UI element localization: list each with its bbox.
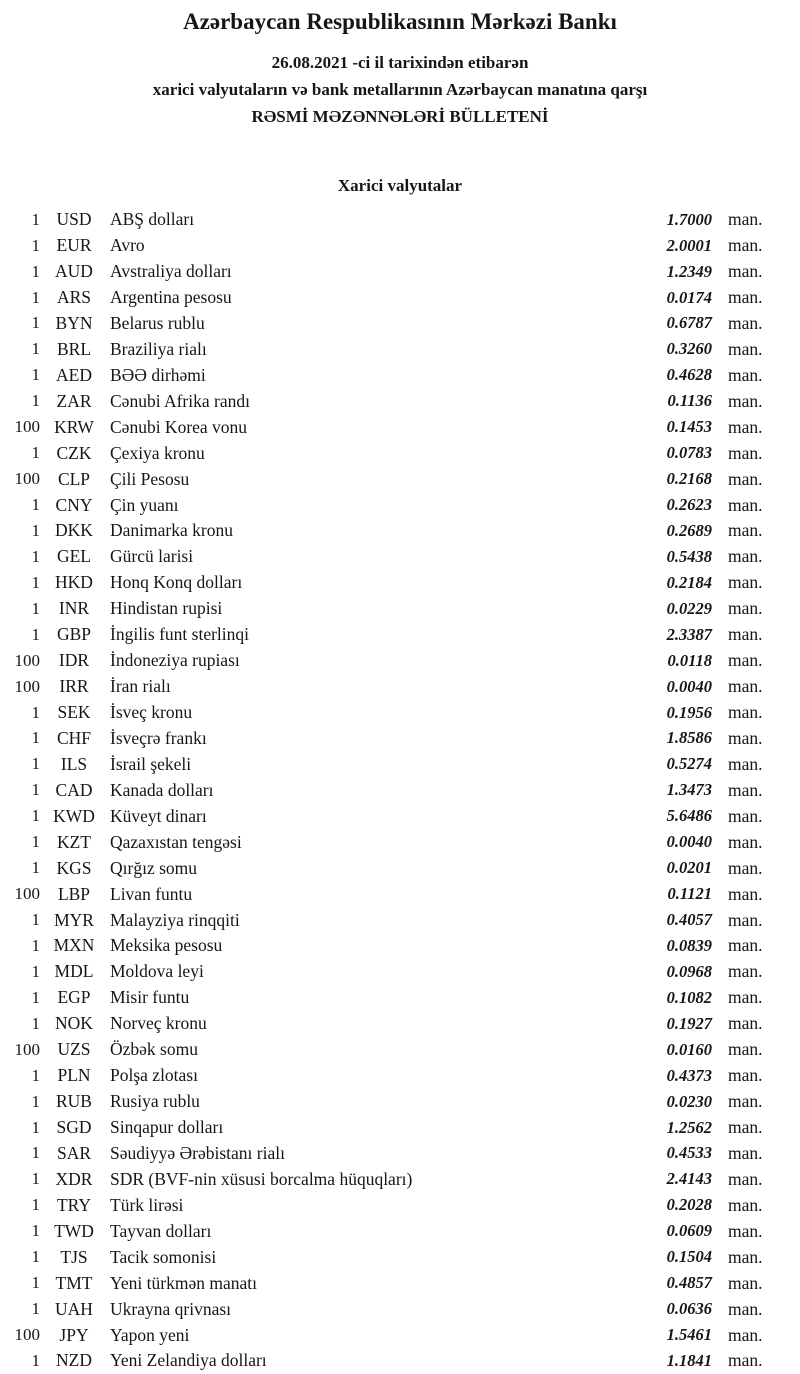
currency-name: BƏƏ dirhəmi <box>110 364 206 385</box>
bank-title: Azərbaycan Respublikasının Mərkəzi Bankı <box>183 9 617 34</box>
unit-label: man. <box>728 546 763 567</box>
unit-label: man. <box>728 1246 763 1267</box>
table-row <box>0 440 800 466</box>
table-row <box>0 544 800 570</box>
table-row <box>0 570 800 596</box>
exchange-rate: 0.0201 <box>666 858 712 878</box>
table-row <box>0 492 800 518</box>
exchange-rate: 0.2028 <box>666 1195 712 1215</box>
rates-table <box>0 207 800 1374</box>
exchange-rate: 0.0040 <box>666 676 712 696</box>
currency-name: Norveç kronu <box>110 1013 207 1034</box>
currency-name: Avstraliya dolları <box>110 261 232 282</box>
currency-code: USD <box>56 209 92 230</box>
unit-label: man. <box>728 857 763 878</box>
currency-name: Polşa zlotası <box>110 1065 198 1086</box>
unit-label: man. <box>728 1142 763 1163</box>
currency-quantity: 1 <box>31 806 40 826</box>
currency-quantity: 100 <box>14 1325 40 1345</box>
table-row <box>0 233 800 259</box>
table-row <box>0 1166 800 1192</box>
unit-label: man. <box>728 753 763 774</box>
currency-name: İran rialı <box>110 676 171 697</box>
currency-name: Gürcü larisi <box>110 546 194 567</box>
table-row <box>0 622 800 648</box>
unit-label: man. <box>728 468 763 489</box>
currency-name: Honq Konq dolları <box>110 572 243 593</box>
exchange-rate: 0.1082 <box>666 987 712 1007</box>
unit-label: man. <box>728 1168 763 1189</box>
table-row <box>0 674 800 700</box>
currency-name: Qırğız somu <box>110 857 198 878</box>
currency-code: UAH <box>55 1298 93 1319</box>
table-row <box>0 207 800 233</box>
table-row <box>0 336 800 362</box>
currency-name: Argentina pesosu <box>110 287 232 308</box>
exchange-rate: 0.5438 <box>666 546 712 566</box>
currency-code: KGS <box>56 857 92 878</box>
currency-code: ZAR <box>56 390 92 411</box>
currency-code: KZT <box>56 831 92 852</box>
currency-name: İndoneziya rupiası <box>110 650 240 671</box>
unit-label: man. <box>728 961 763 982</box>
exchange-rate: 0.1453 <box>666 417 712 437</box>
currency-code: IDR <box>58 650 90 671</box>
currency-code: SGD <box>56 1117 92 1138</box>
exchange-rate: 1.1841 <box>666 1350 712 1370</box>
currency-quantity: 1 <box>31 1143 40 1163</box>
currency-name: İngilis funt sterlinqi <box>110 624 250 645</box>
exchange-rate: 0.1121 <box>667 884 712 904</box>
currency-name: Qazaxıstan tengəsi <box>110 831 242 852</box>
currency-quantity: 1 <box>31 520 40 540</box>
currency-code: IRR <box>59 676 89 697</box>
exchange-rate: 0.4628 <box>666 365 712 385</box>
table-row <box>0 881 800 907</box>
currency-quantity: 1 <box>31 780 40 800</box>
currency-quantity: 1 <box>31 1117 40 1137</box>
currency-name: Cənubi Korea vonu <box>110 416 248 437</box>
currency-name: Danimarka kronu <box>110 520 233 541</box>
currency-name: Belarus rublu <box>110 312 205 333</box>
unit-label: man. <box>728 1091 763 1112</box>
currency-code: KRW <box>54 416 94 437</box>
currency-name: İsveç kronu <box>110 702 193 723</box>
currency-name: Malayziya rinqqiti <box>110 909 240 930</box>
exchange-rate: 0.0230 <box>666 1091 712 1111</box>
currency-code: MDL <box>54 961 94 982</box>
unit-label: man. <box>728 572 763 593</box>
currency-quantity: 1 <box>31 910 40 930</box>
currency-quantity: 1 <box>31 1169 40 1189</box>
exchange-rate: 0.4857 <box>666 1273 712 1293</box>
currency-quantity: 1 <box>31 1065 40 1085</box>
currency-code: PLN <box>57 1065 91 1086</box>
effective-date-line: 26.08.2021 -ci il tarixindən etibarən <box>271 52 529 72</box>
table-row <box>0 388 800 414</box>
currency-quantity: 1 <box>31 961 40 981</box>
exchange-rate: 0.0040 <box>666 832 712 852</box>
table-row <box>0 829 800 855</box>
currency-quantity: 1 <box>31 728 40 748</box>
currency-quantity: 1 <box>31 1221 40 1241</box>
currency-quantity: 100 <box>14 1039 40 1059</box>
unit-label: man. <box>728 702 763 723</box>
unit-label: man. <box>728 1220 763 1241</box>
unit-label: man. <box>728 390 763 411</box>
currency-code: GEL <box>56 546 92 567</box>
exchange-rate: 0.0968 <box>666 961 712 981</box>
table-row <box>0 1141 800 1167</box>
currency-quantity: 1 <box>31 339 40 359</box>
currency-code: AUD <box>55 261 93 282</box>
currency-name: Türk lirəsi <box>110 1194 184 1215</box>
exchange-rate: 2.0001 <box>666 235 712 255</box>
exchange-rate: 0.4533 <box>666 1143 712 1163</box>
currency-code: LBP <box>57 883 91 904</box>
unit-label: man. <box>728 727 763 748</box>
currency-code: AED <box>56 364 92 385</box>
currency-quantity: 100 <box>14 676 40 696</box>
exchange-rate: 0.2623 <box>666 495 712 515</box>
currency-name: Səudiyyə Ərəbistanı rialı <box>110 1142 285 1163</box>
unit-label: man. <box>728 935 763 956</box>
table-row <box>0 648 800 674</box>
table-row <box>0 1244 800 1270</box>
exchange-rate: 0.0174 <box>666 287 712 307</box>
currency-quantity: 1 <box>31 572 40 592</box>
currency-quantity: 1 <box>31 624 40 644</box>
currency-code: CNY <box>55 494 93 515</box>
unit-label: man. <box>728 1272 763 1293</box>
currency-code: TJS <box>60 1246 88 1267</box>
table-row <box>0 855 800 881</box>
table-row <box>0 414 800 440</box>
exchange-rate: 0.0609 <box>666 1221 712 1241</box>
currency-quantity: 1 <box>31 235 40 255</box>
currency-code: NOK <box>55 1013 93 1034</box>
unit-label: man. <box>728 624 763 645</box>
exchange-rate: 0.2184 <box>666 572 712 592</box>
unit-label: man. <box>728 805 763 826</box>
table-row <box>0 751 800 777</box>
currency-code: TRY <box>56 1194 92 1215</box>
exchange-rate: 0.5274 <box>666 754 712 774</box>
exchange-rate: 0.1504 <box>666 1247 712 1267</box>
exchange-rate: 0.0160 <box>666 1039 712 1059</box>
exchange-rate: 2.4143 <box>666 1169 712 1189</box>
unit-label: man. <box>728 287 763 308</box>
currency-code: GBP <box>56 624 92 645</box>
unit-label: man. <box>728 261 763 282</box>
currency-name: Misir funtu <box>110 987 190 1008</box>
table-row <box>0 596 800 622</box>
exchange-rate: 1.7000 <box>666 209 712 229</box>
unit-label: man. <box>728 987 763 1008</box>
exchange-rate: 0.1956 <box>666 702 712 722</box>
exchange-rate: 5.6486 <box>666 806 712 826</box>
currency-name: Yeni Zelandiya dolları <box>110 1350 267 1371</box>
currency-code: MYR <box>54 909 94 930</box>
unit-label: man. <box>728 676 763 697</box>
currency-name: ABŞ dolları <box>110 209 195 230</box>
currency-name: Braziliya rialı <box>110 338 207 359</box>
currency-quantity: 1 <box>31 1247 40 1267</box>
exchange-rate: 0.6787 <box>666 313 712 333</box>
currency-quantity: 100 <box>14 417 40 437</box>
currency-quantity: 1 <box>31 754 40 774</box>
currency-code: CLP <box>57 468 91 489</box>
exchange-rate: 0.0839 <box>666 935 712 955</box>
unit-label: man. <box>728 338 763 359</box>
currency-name: Moldova leyi <box>110 961 204 982</box>
document-header <box>0 0 800 130</box>
currency-quantity: 1 <box>31 987 40 1007</box>
unit-label: man. <box>728 1194 763 1215</box>
currency-name: Tayvan dolları <box>110 1220 212 1241</box>
currency-code: XDR <box>55 1168 93 1189</box>
currency-code: SAR <box>56 1142 92 1163</box>
table-row <box>0 1089 800 1115</box>
table-row <box>0 1348 800 1374</box>
currency-code: NZD <box>56 1350 92 1371</box>
currency-code: JPY <box>59 1324 89 1345</box>
currency-quantity: 100 <box>14 650 40 670</box>
unit-label: man. <box>728 312 763 333</box>
unit-label: man. <box>728 1324 763 1345</box>
exchange-rate: 0.1927 <box>666 1013 712 1033</box>
table-row <box>0 1011 800 1037</box>
table-row <box>0 1218 800 1244</box>
currency-quantity: 1 <box>31 313 40 333</box>
currency-quantity: 1 <box>31 598 40 618</box>
exchange-rate: 1.2562 <box>666 1117 712 1137</box>
table-row <box>0 1063 800 1089</box>
exchange-rate: 0.2168 <box>666 469 712 489</box>
table-row <box>0 1192 800 1218</box>
unit-label: man. <box>728 598 763 619</box>
unit-label: man. <box>728 1039 763 1060</box>
unit-label: man. <box>728 883 763 904</box>
currency-name: SDR (BVF-nin xüsusi borcalma hüquqları) <box>110 1168 413 1189</box>
table-row <box>0 933 800 959</box>
bulletin-title: RƏSMİ MƏZƏNNƏLƏRİ BÜLLETENİ <box>251 106 549 126</box>
currency-name: Sinqapur dolları <box>110 1117 224 1138</box>
currency-quantity: 1 <box>31 391 40 411</box>
currency-name: Tacik somonisi <box>110 1246 217 1267</box>
unit-label: man. <box>728 909 763 930</box>
exchange-rate: 2.3387 <box>666 624 712 644</box>
currency-code: HKD <box>55 572 93 593</box>
currency-quantity: 1 <box>31 702 40 722</box>
currency-code: TWD <box>54 1220 94 1241</box>
exchange-rate: 0.2689 <box>666 520 712 540</box>
currency-name: Ukrayna qrivnası <box>110 1298 232 1319</box>
currency-quantity: 1 <box>31 209 40 229</box>
currency-name: Livan funtu <box>110 883 193 904</box>
currency-code: RUB <box>56 1091 92 1112</box>
currency-name: Meksika pesosu <box>110 935 223 956</box>
table-row <box>0 285 800 311</box>
currency-name: Özbək somu <box>110 1039 198 1060</box>
currency-quantity: 1 <box>31 261 40 281</box>
currency-quantity: 100 <box>14 469 40 489</box>
table-row <box>0 311 800 337</box>
currency-quantity: 1 <box>31 287 40 307</box>
currency-quantity: 1 <box>31 546 40 566</box>
unit-label: man. <box>728 1117 763 1138</box>
unit-label: man. <box>728 1013 763 1034</box>
currency-name: Çexiya kronu <box>110 442 205 463</box>
unit-label: man. <box>728 364 763 385</box>
currency-code: ARS <box>56 287 92 308</box>
currency-quantity: 1 <box>31 1299 40 1319</box>
currency-name: Kanada dolları <box>110 779 214 800</box>
table-row <box>0 1322 800 1348</box>
exchange-rate: 0.0783 <box>666 443 712 463</box>
currency-name: Küveyt dinarı <box>110 805 207 826</box>
table-row <box>0 1296 800 1322</box>
currency-quantity: 1 <box>31 1195 40 1215</box>
currency-quantity: 1 <box>31 1350 40 1370</box>
unit-label: man. <box>728 1298 763 1319</box>
exchange-rate: 0.4057 <box>666 910 712 930</box>
section-title-foreign-currencies: Xarici valyutalar <box>337 175 463 195</box>
exchange-rate: 1.2349 <box>666 261 712 281</box>
currency-name: İsveçrə frankı <box>110 727 207 748</box>
unit-label: man. <box>728 494 763 515</box>
exchange-rate: 1.8586 <box>666 728 712 748</box>
currency-code: CAD <box>55 779 93 800</box>
unit-label: man. <box>728 831 763 852</box>
unit-label: man. <box>728 235 763 256</box>
exchange-rate: 0.1136 <box>667 391 712 411</box>
table-row <box>0 777 800 803</box>
currency-code: BYN <box>55 312 93 333</box>
currency-name: İsrail şekeli <box>110 753 192 774</box>
currency-code: CHF <box>56 727 92 748</box>
unit-label: man. <box>728 1065 763 1086</box>
exchange-rate: 0.0118 <box>667 650 712 670</box>
currency-quantity: 1 <box>31 1013 40 1033</box>
unit-label: man. <box>728 442 763 463</box>
currency-code: TMT <box>55 1272 93 1293</box>
table-row <box>0 1115 800 1141</box>
currency-code: SEK <box>57 702 91 723</box>
currency-quantity: 1 <box>31 495 40 515</box>
unit-label: man. <box>728 416 763 437</box>
currency-quantity: 1 <box>31 365 40 385</box>
exchange-rate: 0.3260 <box>666 339 712 359</box>
currency-name: Çin yuanı <box>110 494 179 515</box>
currency-quantity: 1 <box>31 832 40 852</box>
unit-label: man. <box>728 1350 763 1371</box>
currency-quantity: 1 <box>31 935 40 955</box>
subject-line: xarici valyutaların və bank metallarının Azərbaycan manatına qarşı <box>152 79 648 99</box>
currency-quantity: 1 <box>31 443 40 463</box>
table-row <box>0 518 800 544</box>
currency-quantity: 1 <box>31 858 40 878</box>
exchange-rate: 0.0636 <box>666 1299 712 1319</box>
currency-code: KWD <box>53 805 95 826</box>
unit-label: man. <box>728 209 763 230</box>
currency-code: BRL <box>56 338 92 359</box>
currency-code: INR <box>58 598 90 619</box>
currency-name: Avro <box>110 235 145 256</box>
table-row <box>0 700 800 726</box>
currency-code: EUR <box>56 235 92 256</box>
table-row <box>0 466 800 492</box>
table-row <box>0 726 800 752</box>
currency-code: MXN <box>53 935 95 956</box>
currency-name: Yeni türkmən manatı <box>110 1272 257 1293</box>
table-row <box>0 362 800 388</box>
table-row <box>0 1270 800 1296</box>
table-row <box>0 1037 800 1063</box>
table-row <box>0 907 800 933</box>
currency-code: DKK <box>55 520 93 541</box>
unit-label: man. <box>728 520 763 541</box>
currency-quantity: 1 <box>31 1273 40 1293</box>
currency-name: Hindistan rupisi <box>110 598 223 619</box>
unit-label: man. <box>728 650 763 671</box>
exchange-rate: 1.3473 <box>666 780 712 800</box>
currency-name: Çili Pesosu <box>110 468 190 489</box>
currency-code: EGP <box>57 987 91 1008</box>
table-row <box>0 803 800 829</box>
table-row <box>0 985 800 1011</box>
currency-quantity: 1 <box>31 1091 40 1111</box>
unit-label: man. <box>728 779 763 800</box>
exchange-rate: 0.0229 <box>666 598 712 618</box>
table-row <box>0 259 800 285</box>
exchange-rate: 1.5461 <box>666 1325 712 1345</box>
currency-code: CZK <box>56 442 92 463</box>
currency-name: Yapon yeni <box>110 1324 190 1345</box>
currency-name: Rusiya rublu <box>110 1091 200 1112</box>
currency-code: UZS <box>57 1039 91 1060</box>
exchange-rate: 0.4373 <box>666 1065 712 1085</box>
table-row <box>0 959 800 985</box>
currency-code: ILS <box>60 753 88 774</box>
currency-quantity: 100 <box>14 884 40 904</box>
currency-name: Cənubi Afrika randı <box>110 390 250 411</box>
